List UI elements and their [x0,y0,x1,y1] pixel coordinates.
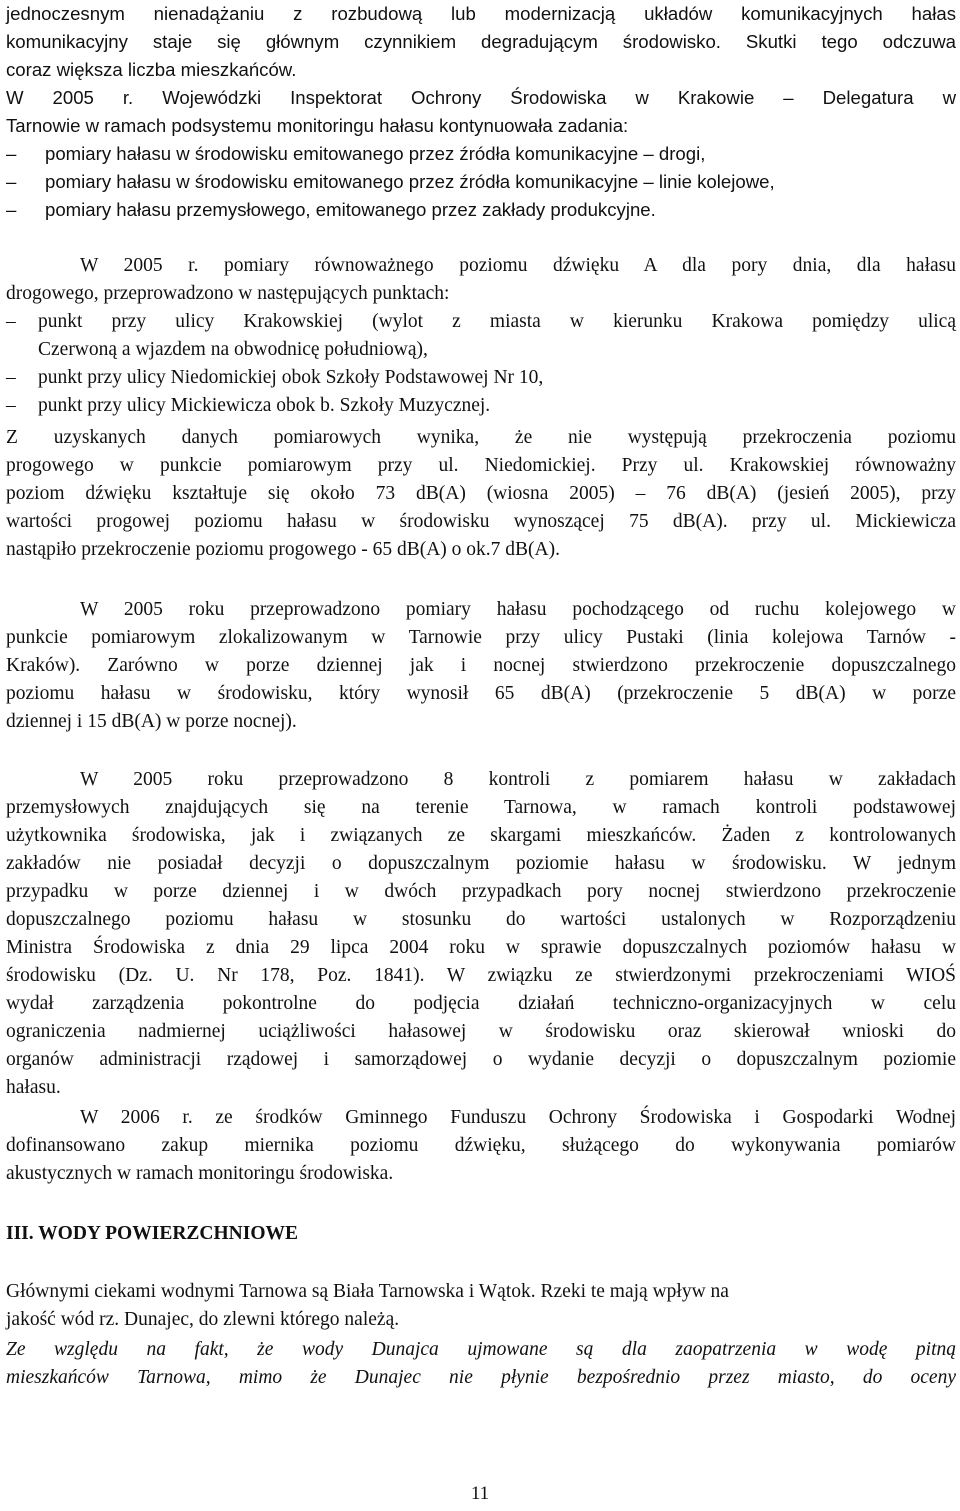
bullet-continuation: Czerwoną a wjazdem na obwodnicę południową), [38,339,428,360]
text-line: nastąpiło przekroczenie poziomu progowego - 65 dB(A) o ok.7 dB(A). [6,539,560,560]
text-line: przypadku w porze dziennej i w dwóch przypadkach pory nocnej stwierdzono przekroczenie [6,881,956,902]
section-heading: III. WODY POWIERZCHNIOWE [6,1223,299,1244]
bullet-text: pomiary hałasu przemysłowego, emitowanego przez zakłady produkcyjne. [45,199,656,220]
text-line: Tarnowie w ramach podsystemu monitoringu hałasu kontynuowała zadania: [6,115,629,136]
text-line: Z uzyskanych danych pomiarowych wynika, że nie występują przekroczenia poziomu [6,427,956,448]
text-line: środowisku (Dz. U. Nr 178, Poz. 1841). W związku ze stwierdzonymi przekroczeniami WIOŚ [6,965,956,986]
bullet-item [6,392,956,420]
text-line: zakładów nie posiadał decyzji o dopuszczalnym poziomie hałasu w środowisku. W jednym [6,853,956,874]
text-line: progowego w punkcie pomiarowym przy ul. Niedomickiej. Przy ul. Krakowskiej równoważny [6,455,956,476]
bullet-item [6,168,956,196]
text-line: organów administracji rządowej i samorządowej o wydanie decyzji o dopuszczalnym poziomie [6,1049,956,1070]
bullet-dash: – [6,199,17,220]
text-line: coraz większa liczba mieszkańców. [6,59,297,80]
text-line: W 2005 r. pomiary równoważnego poziomu dźwięku A dla pory dnia, dla hałasu [80,255,956,276]
text-line: dziennej i 15 dB(A) w porze nocnej). [6,711,297,732]
text-line: W 2005 roku przeprowadzono 8 kontroli z pomiarem hałasu w zakładach [80,769,956,790]
bullet-dash: – [6,171,17,192]
text-line: punkcie pomiarowym zlokalizowanym w Tarnowie przy ulicy Pustaki (linia kolejowa Tarnów - [6,627,956,648]
text-line: komunikacyjny staje się głównym czynnikiem degradującym środowisko. Skutki tego odczuwa [6,31,956,52]
text-line: W 2005 roku przeprowadzono pomiary hałasu pochodzącego od ruchu kolejowego w [80,599,956,620]
bullet-text: pomiary hałasu w środowisku emitowanego przez źródła komunikacyjne – drogi, [45,143,706,164]
text-line: hałasu. [6,1077,61,1098]
text-line: Głównymi ciekami wodnymi Tarnowa są Biała Tarnowska i Wątok. Rzeki te mają wpływ na [6,1281,729,1302]
bullet-item [6,308,956,336]
page-number: 11 [470,1483,490,1504]
bullet-item [6,196,956,224]
bullet-dash: – [6,395,16,416]
bullet-text: punkt przy ulicy Mickiewicza obok b. Szkoły Muzycznej. [38,395,491,416]
text-line: jednoczesnym nienadążaniu z rozbudową lub modernizacją układów komunikacyjnych hałas [6,3,956,24]
text-line: W 2006 r. ze środków Gminnego Funduszu Ochrony Środowiska i Gospodarki Wodnej [80,1107,956,1128]
bullet-dash: – [6,143,17,164]
text-line: dofinansowano zakup miernika poziomu dźwięku, służącego do wykonywania pomiarów [6,1135,956,1156]
bullet-text: punkt przy ulicy Krakowskiej (wylot z miasta w kierunku Krakowa pomiędzy ulicą [38,311,956,332]
text-line: jakość wód rz. Dunajec, do zlewni którego należą. [6,1309,400,1330]
text-line: akustycznych w ramach monitoringu środowiska. [6,1163,394,1184]
bullet-dash: – [6,311,16,332]
text-line: wydał zarządzenia pokontrolne do podjęcia działań techniczno-organizacyjnych w celu [6,993,956,1014]
bullet-item [6,140,956,168]
text-line: poziomu hałasu w środowisku, który wynosił 65 dB(A) (przekroczenie 5 dB(A) w porze [6,683,956,704]
text-line: poziom dźwięku kształtuje się około 73 dB(A) (wiosna 2005) – 76 dB(A) (jesień 2005), przy [6,483,956,504]
text-line: drogowego, przeprowadzono w następujących punktach: [6,283,450,304]
bullet-dash: – [6,367,16,388]
text-line: wartości progowej poziomu hałasu w środowisku wynoszącej 75 dB(A). przy ul. Mickiewicza [6,511,956,532]
text-line: użytkownika środowiska, jak i związanych ze skargami mieszkańców. Żaden z kontrolowanych [6,825,956,846]
italic-line: Ze względu na fakt, że wody Dunajca ujmowane są dla zaopatrzenia w wodę pitną [6,1339,956,1360]
text-line: Kraków). Zarówno w porze dziennej jak i nocnej stwierdzono przekroczenie dopuszczalnego [6,655,956,676]
text-line: W 2005 r. Wojewódzki Inspektorat Ochrony Środowiska w Krakowie – Delegatura w [6,87,956,108]
bullet-text: pomiary hałasu w środowisku emitowanego przez źródła komunikacyjne – linie kolejowe, [45,171,775,192]
text-line: Ministra Środowiska z dnia 29 lipca 2004 roku w sprawie dopuszczalnych poziomów hałasu w [6,937,956,958]
bullet-text: punkt przy ulicy Niedomickiej obok Szkoły Podstawowej Nr 10, [38,367,544,388]
text-line: ograniczenia nadmiernej uciążliwości hałasowej w środowisku oraz skierował wnioski do [6,1021,956,1042]
bullet-item [6,364,956,392]
text-line: dopuszczalnego poziomu hałasu w stosunku do wartości ustalonych w Rozporządzeniu [6,909,956,930]
text-line: przemysłowych znajdujących się na terenie Tarnowa, w ramach kontroli podstawowej [6,797,956,818]
italic-line: mieszkańców Tarnowa, mimo że Dunajec nie płynie bezpośrednio przez miasto, do oceny [6,1367,956,1388]
